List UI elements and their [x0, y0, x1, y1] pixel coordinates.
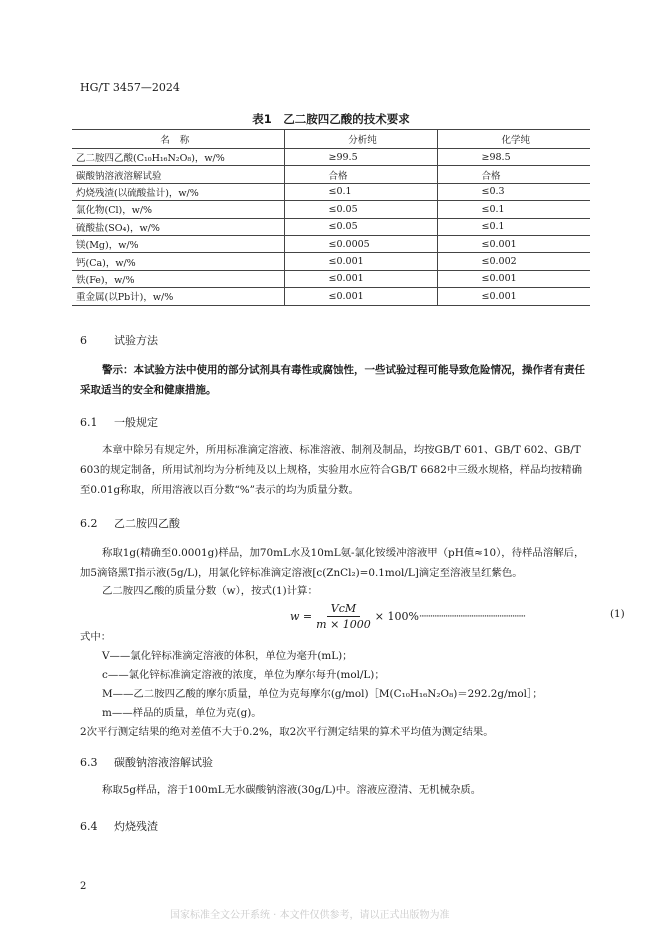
analytical-grade-cell: ≤0.001: [284, 253, 437, 270]
item-name-cell: 铁(Fe)，w/%: [72, 270, 284, 287]
equation-number: (1): [610, 608, 625, 620]
section-title: 碳酸钠溶液溶解试验: [114, 756, 213, 769]
section-number: 6: [80, 334, 87, 347]
variable-definitions: [80, 628, 543, 742]
chemical-grade-cell: ≤0.001: [437, 288, 590, 305]
section-6-1-heading: [80, 414, 158, 430]
chemical-grade-cell: ≤0.001: [437, 235, 590, 252]
section-number: 6.1: [80, 416, 98, 429]
general-provisions-text: 本章中除另有规定外，所用标准滴定溶液、标准溶液、制剂及制品，均按GB/T 601、GB/T 602、GB/T 603的规定制备，所用试剂均为分析纯及以上规格，实验用水应符合GB/T 6682中三级水规格，样品均按精确至0.01g称取，所用溶液以百分数“%”表示的均为质量分数。: [80, 444, 582, 496]
chemical-grade-cell: ≤0.1: [437, 201, 590, 218]
section-6-2-heading: [80, 515, 180, 531]
analytical-grade-cell: ≤0.0005: [284, 235, 437, 252]
table-row: [72, 166, 590, 183]
column-header-name: 名称: [72, 130, 284, 149]
item-name-cell: 氯化物(Cl)，w/%: [72, 201, 284, 218]
definition-v: V——氯化锌标准滴定溶液的体积，单位为毫升(mL)；: [102, 650, 353, 662]
analytical-grade-cell: ≤0.05: [284, 218, 437, 235]
formula-1: [290, 602, 525, 631]
section-title: 乙二胺四乙酸: [114, 517, 180, 530]
formula-rhs: × 100%: [374, 610, 419, 623]
calculation-intro: 乙二胺四乙酸的质量分数（w），按式(1)计算：: [102, 585, 318, 597]
chemical-grade-cell: 合格: [437, 166, 590, 183]
section-6-3-heading: [80, 754, 213, 770]
column-header-chemical: 化学纯: [437, 130, 590, 149]
chemical-grade-cell: ≤0.1: [437, 218, 590, 235]
watermark: 国家标准全文公开系统 · 本文件仅供参考，请以正式出版物为准: [170, 910, 450, 921]
table-header-row: [72, 130, 590, 149]
table-row: [72, 183, 590, 200]
dissolution-test-text: 称取5g样品，溶于100mL无水碳酸钠溶液(30g/L)中。溶液应澄清、无机械杂质。: [102, 784, 482, 796]
formula-leader-dots: ·························································: [418, 611, 526, 622]
section-title: 一般规定: [114, 416, 158, 429]
item-name-cell: 重金属(以Pb计)，w/%: [72, 288, 284, 305]
item-name-cell: 乙二胺四乙酸(C₁₀H₁₆N₂O₈)，w/%: [72, 149, 284, 166]
column-header-analytical: 分析纯: [284, 130, 437, 149]
chemical-grade-cell: ≤0.3: [437, 183, 590, 200]
item-name-cell: 硫酸盐(SO₄)，w/%: [72, 218, 284, 235]
analytical-grade-cell: ≥99.5: [284, 149, 437, 166]
chemical-grade-cell: ≤0.001: [437, 270, 590, 287]
table-row: [72, 218, 590, 235]
formula-numerator: VcM: [327, 602, 360, 617]
analytical-grade-cell: ≤0.001: [284, 288, 437, 305]
item-name-cell: 镁(Mg)，w/%: [72, 235, 284, 252]
section-6-4-heading: [80, 818, 158, 834]
safety-warning: 警示：本试验方法中使用的部分试剂具有毒性或腐蚀性，一些试验过程可能导致危险情况，操作者有责任采取适当的安全和健康措施。: [80, 364, 585, 396]
analytical-grade-cell: ≤0.001: [284, 270, 437, 287]
definition-m: m——样品的质量，单位为克(g)。: [102, 707, 262, 719]
definition-c: c——氯化锌标准滴定溶液的浓度，单位为摩尔每升(mol/L)；: [102, 669, 385, 681]
item-name-cell: 灼烧残渣(以硫酸盐计)，w/%: [72, 183, 284, 200]
section-number: 6.3: [80, 756, 98, 769]
table-row: [72, 270, 590, 287]
section-number: 6.4: [80, 820, 98, 833]
formula-fraction: [316, 602, 371, 631]
formula-lhs: w =: [290, 610, 313, 623]
formula-denominator: m × 1000: [316, 618, 371, 631]
analytical-grade-cell: ≤0.05: [284, 201, 437, 218]
table-row: [72, 253, 590, 270]
table-row: [72, 288, 590, 305]
technical-requirements-table: [72, 129, 590, 306]
procedure-text: 称取1g(精确至0.0001g)样品，加70mL水及10mL氨-氯化铵缓冲溶液甲（pH值≈10），待样品溶解后，加5滴铬黑T指示液(5g/L)，用氯化锌标准滴定溶液[c(ZnCl₂)=0.1mol/L]滴定至溶液呈红紫色。: [80, 547, 585, 579]
analytical-grade-cell: ≤0.1: [284, 183, 437, 200]
table-title: 表1 乙二胺四乙酸的技术要求: [252, 112, 410, 126]
table-row: [72, 149, 590, 166]
analytical-grade-cell: 合格: [284, 166, 437, 183]
chemical-grade-cell: ≥98.5: [437, 149, 590, 166]
precision-statement: 2次平行测定结果的绝对差值不大于0.2%，取2次平行测定结果的算术平均值为测定结果。: [80, 726, 494, 738]
section-number: 6.2: [80, 517, 98, 530]
table-row: [72, 201, 590, 218]
section-title: 灼烧残渣: [114, 820, 158, 833]
section-6-heading: [80, 332, 158, 348]
table-row: [72, 235, 590, 252]
definition-M: M——乙二胺四乙酸的摩尔质量，单位为克每摩尔(g/mol)［M(C₁₀H₁₆N₂O₈)＝292.2g/mol］；: [102, 688, 543, 700]
where-label: 式中：: [80, 631, 112, 643]
item-name-cell: 钙(Ca)，w/%: [72, 253, 284, 270]
section-title: 试验方法: [114, 334, 158, 347]
chemical-grade-cell: ≤0.002: [437, 253, 590, 270]
item-name-cell: 碳酸钠溶液溶解试验: [72, 166, 284, 183]
page-number: 2: [80, 881, 87, 892]
standard-code: HG/T 3457—2024: [80, 81, 180, 94]
